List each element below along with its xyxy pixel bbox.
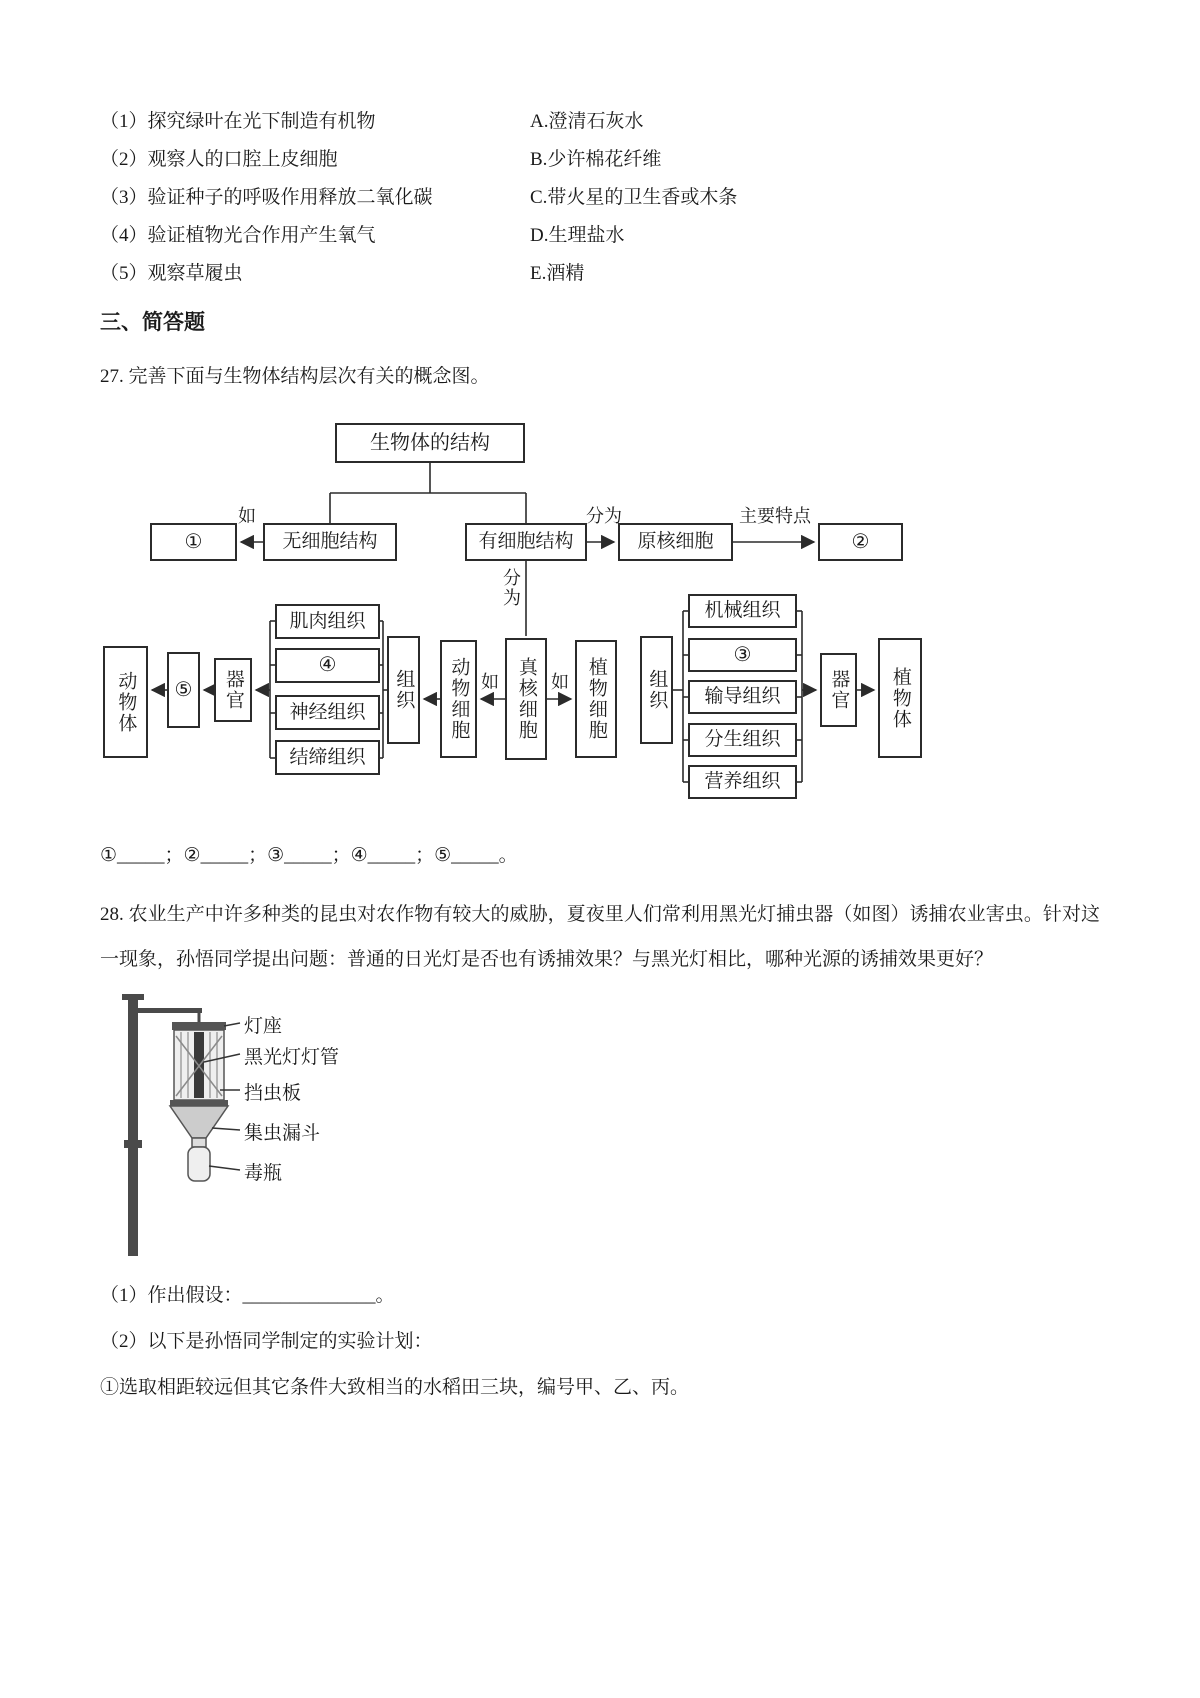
diagram-box-tissue-left: 组织 xyxy=(387,636,420,744)
question-28-step-1: ①选取相距较远但其它条件大致相当的水稻田三块，编号甲、乙、丙。 xyxy=(100,1377,690,1399)
pole-icon xyxy=(128,998,138,1256)
diagram-label-main-feature: 主要特点 xyxy=(739,506,811,526)
matching-row xyxy=(100,176,1100,214)
label-collecting-funnel: 集虫漏斗 xyxy=(244,1123,321,1145)
matching-right-d: D.生理盐水 xyxy=(530,224,625,246)
diagram-box-no-cell-structure: 无细胞结构 xyxy=(263,523,397,561)
diagram-box-organ-left: 器官 xyxy=(214,658,252,722)
section-header: 三、简答题 xyxy=(100,310,205,334)
matching-row xyxy=(100,252,1100,290)
diagram-box-has-cell-structure: 有细胞结构 xyxy=(465,523,587,561)
matching-right-e: E.酒精 xyxy=(530,262,585,284)
diagram-box-conducting-tissue: 输导组织 xyxy=(688,680,797,714)
diagram-box-mechanical-tissue: 机械组织 xyxy=(688,594,797,628)
diagram-box-animal-body: 动物体 xyxy=(103,646,148,758)
diagram-box-nutritive-tissue: 营养组织 xyxy=(688,765,797,799)
matching-section xyxy=(100,100,1100,290)
black-light-trap-figure xyxy=(112,990,542,1265)
diagram-box-blank-2: ② xyxy=(818,523,903,561)
diagram-box-meristem-tissue: 分生组织 xyxy=(688,723,797,757)
diagram-box-tissue-right: 组织 xyxy=(640,636,673,744)
matching-left-5: （5）观察草履虫 xyxy=(100,262,243,284)
diagram-box-blank-4: ④ xyxy=(275,648,380,683)
matching-row xyxy=(100,214,1100,252)
diagram-box-blank-1: ① xyxy=(150,523,237,561)
matching-row xyxy=(100,100,1100,138)
diagram-box-root: 生物体的结构 xyxy=(335,423,525,463)
diagram-box-eukaryotic-cell: 真核细胞 xyxy=(505,638,547,760)
question-27-answer-blanks: ①_____；②_____；③_____；④_____；⑤_____。 xyxy=(100,845,518,866)
diagram-label-ru-left: 如 xyxy=(238,506,256,526)
question-28-part-1: （1）作出假设：______________。 xyxy=(100,1285,395,1307)
matching-left-1: （1）探究绿叶在光下制造有机物 xyxy=(100,110,376,132)
matching-row xyxy=(100,138,1100,176)
diagram-box-organ-right: 器官 xyxy=(820,653,857,727)
diagram-box-prokaryotic-cell: 原核细胞 xyxy=(618,523,733,561)
diagram-box-blank-3: ③ xyxy=(688,638,797,672)
diagram-box-connective-tissue: 结缔组织 xyxy=(275,740,380,775)
question-28-part-2: （2）以下是孙悟同学制定的实验计划： xyxy=(100,1331,433,1353)
diagram-label-ru-plant: 如 xyxy=(551,672,569,692)
arm-icon xyxy=(138,1008,202,1013)
label-poison-bottle: 毒瓶 xyxy=(244,1163,283,1185)
diagram-box-muscle-tissue: 肌肉组织 xyxy=(275,604,380,639)
diagram-label-fenwei-down: 分为 xyxy=(501,568,521,608)
diagram-box-plant-cell: 植物细胞 xyxy=(575,640,617,758)
matching-right-b: B.少许棉花纤维 xyxy=(530,148,662,170)
diagram-label-ru-animal: 如 xyxy=(481,672,499,692)
matching-left-2: （2）观察人的口腔上皮细胞 xyxy=(100,148,338,170)
matching-right-c: C.带火星的卫生香或木条 xyxy=(530,186,738,208)
matching-right-a: A.澄清石灰水 xyxy=(530,110,644,132)
diagram-box-plant-body: 植物体 xyxy=(878,638,922,758)
label-lamp-holder: 灯座 xyxy=(244,1016,283,1038)
diagram-box-animal-cell: 动物细胞 xyxy=(440,640,477,758)
funnel-icon xyxy=(170,1106,228,1138)
diagram-box-nerve-tissue: 神经组织 xyxy=(275,695,380,730)
question-28-stem: 28. 农业生产中许多种类的昆虫对农作物有较大的威胁，夏夜里人们常利用黑光灯捕虫器（如图）诱捕农业害虫。针对这一现象，孙悟同学提出问题：普通的日光灯是否也有诱捕效果？与黑光灯相比，哪种光源的诱捕效果更好？ xyxy=(100,904,1100,970)
question-27-stem: 27. 完善下面与生物体结构层次有关的概念图。 xyxy=(100,366,490,387)
matching-left-4: （4）验证植物光合作用产生氧气 xyxy=(100,224,376,246)
matching-left-3: （3）验证种子的呼吸作用释放二氧化碳 xyxy=(100,186,433,208)
label-black-light-tube: 黑光灯灯管 xyxy=(244,1047,340,1069)
concept-diagram xyxy=(100,418,930,818)
insect-trap-illustration xyxy=(112,990,542,1265)
label-baffle-board: 挡虫板 xyxy=(244,1083,302,1105)
diagram-label-fenwei-right: 分为 xyxy=(586,506,622,526)
lamp-holder-icon xyxy=(172,1022,226,1030)
diagram-box-blank-5: ⑤ xyxy=(167,652,200,728)
poison-bottle-icon xyxy=(188,1147,210,1181)
